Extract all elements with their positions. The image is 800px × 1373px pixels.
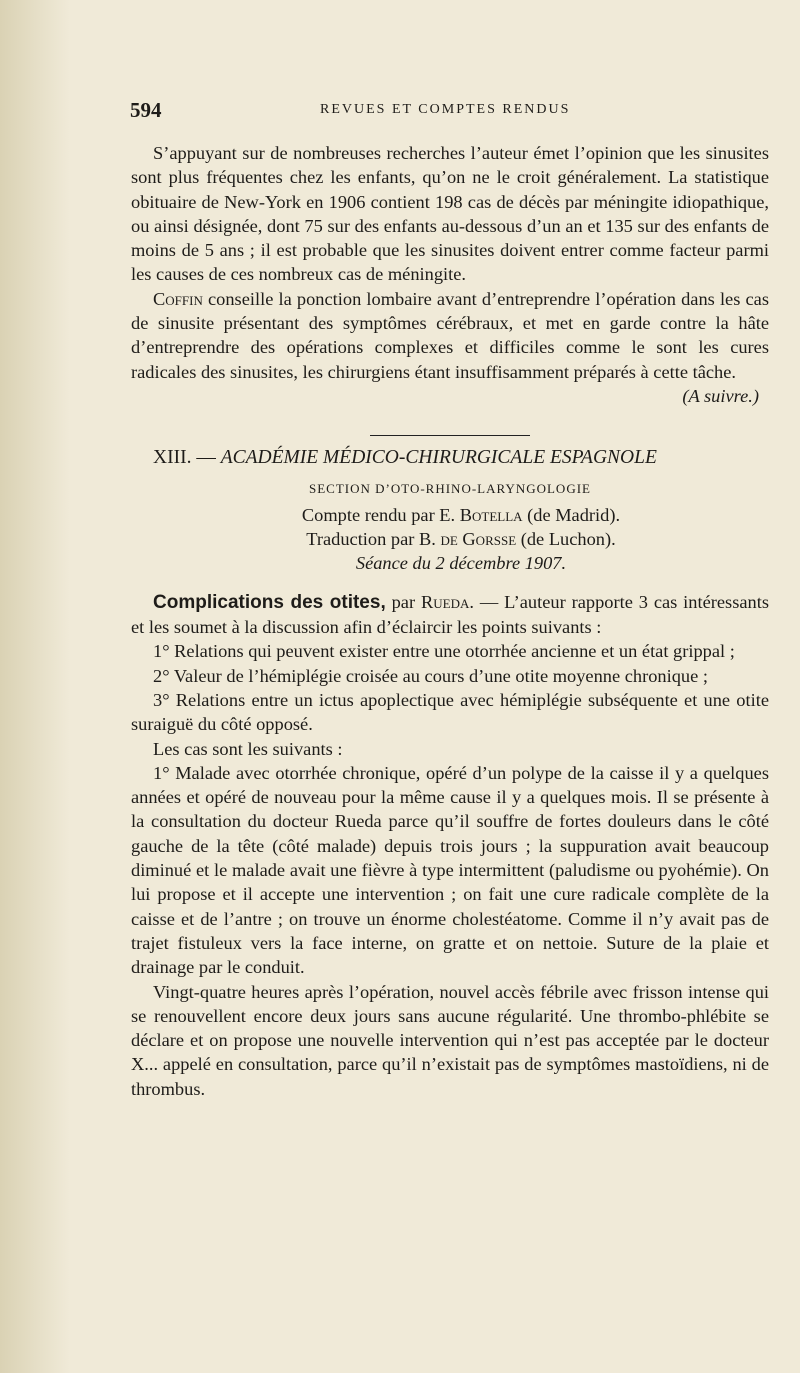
session-date: Séance du 2 décembre 1907.	[355, 553, 567, 574]
page-number: 594	[130, 98, 162, 122]
section-divider	[370, 435, 530, 436]
author-coffin: Coffin	[153, 288, 203, 309]
translation-author: Gorsse	[457, 529, 517, 550]
paragraph-coffin-text: conseille la ponction lombaire avant d’entreprendre l’opération dans les cas de sinusite présentant des symptômes cérébraux, et met en garde contre la hâte d’entreprendre des opérations complexes et difficiles comme le sont les cures radicales des sinusites, les chirurgiens étant insuffisamment préparés à cette tâche.	[131, 288, 769, 382]
translation-de: de	[440, 529, 458, 550]
report-suffix: (de Madrid).	[522, 504, 621, 525]
case-1-continued: Vingt-quatre heures après l’opération, nouvel accès fébrile avec frisson intense qui se renouvellent encore deux jours sans aucune régularité. Une thrombo-phlébite se déclare et on propose une nouvelle intervention qui n’est pas acceptée par le docteur X... appelé en consultation, parce qu’il n’existait pas de symptômes mastoïdiens, ni de thrombus.	[131, 981, 769, 1099]
translation-prefix: Traduction par B.	[306, 529, 441, 550]
article-author: Rueda	[420, 591, 470, 612]
cases-intro: Les cas sont les suivants :	[153, 738, 343, 759]
section-subtitle: SECTION D’OTO-RHINO-LARYNGOLOGIE	[309, 480, 591, 496]
case-1: 1° Malade avec otorrhée chronique, opéré d’un polype de la caisse il y a quelques années et opéré de nouveau pour la même cause il y a quelques mois. Il se présente à la consultation du docteur Rueda parce qu’il souffre de fortes douleurs dans le côté gauche de la tête (côté malade) depuis trois jours ; la suppuration avait beaucoup diminué et le malade avait une fièvre à type intermittent (paludisme ou pyohémie). On lui propose et il accepte une intervention ; on fait une cure radicale complète de la caisse et de l’antre ; on trouve un énorme cholestéatome. Comme il n’y avait pas de trajet fistuleux vers la face interne, on gratte et on nettoie. Suture de la plaie et drainage par le conduit.	[131, 762, 769, 978]
translation-suffix: (de Luchon).	[516, 529, 616, 550]
paragraph-sinusites: S’appuyant sur de nombreuses recherches l’auteur émet l’opinion que les sinusites sont plus fréquentes chez les enfants, qu’on ne le croit généralement. La statistique obituaire de New-York en 1906 contient 198 cas de décès par méningite idiopathique, ou ainsi désignée, dont 75 sur des enfants au-dessous d’un an et 135 sur des enfants de moins de 5 ans ; il est probable que les sinusites doivent entrer comme facteur parmi les causes de ces nombreux cas de méningite.	[131, 143, 769, 285]
point-2: 2° Valeur de l’hémiplégie croisée au cours d’une otite moyenne chronique ;	[153, 665, 708, 686]
section-number: XIII. —	[153, 447, 221, 469]
report-prefix: Compte rendu par E.	[301, 504, 460, 525]
section-title: ACADÉMIE MÉDICO-CHIRURGICALE ESPAGNOLE	[220, 447, 657, 469]
point-3: 3° Relations entre un ictus apoplectique avec hémiplégie subséquente et une otite suraiguë du côté opposé.	[131, 689, 769, 735]
report-author: Botella	[459, 504, 523, 525]
article-by: par	[385, 591, 421, 612]
point-1: 1° Relations qui peuvent exister entre une otorrhée ancienne et un état grippal ;	[153, 641, 735, 662]
paragraph-coffin	[131, 287, 769, 384]
body-text	[131, 141, 769, 1101]
article-title: Complications des otites,	[153, 591, 386, 613]
translation-credit	[131, 527, 769, 551]
article-intro-text: . — L’auteur rapporte 3 cas intéressants et les soumet à la discussion afin d’éclaircir les points suivants :	[131, 591, 769, 638]
report-credit	[131, 503, 769, 527]
article-intro	[131, 590, 769, 640]
to-be-continued: (A suivre.)	[682, 385, 759, 406]
spacer	[131, 576, 769, 590]
running-head: REVUES ET COMPTES RENDUS	[320, 102, 571, 117]
page-header	[130, 98, 770, 122]
section-heading	[131, 446, 769, 470]
